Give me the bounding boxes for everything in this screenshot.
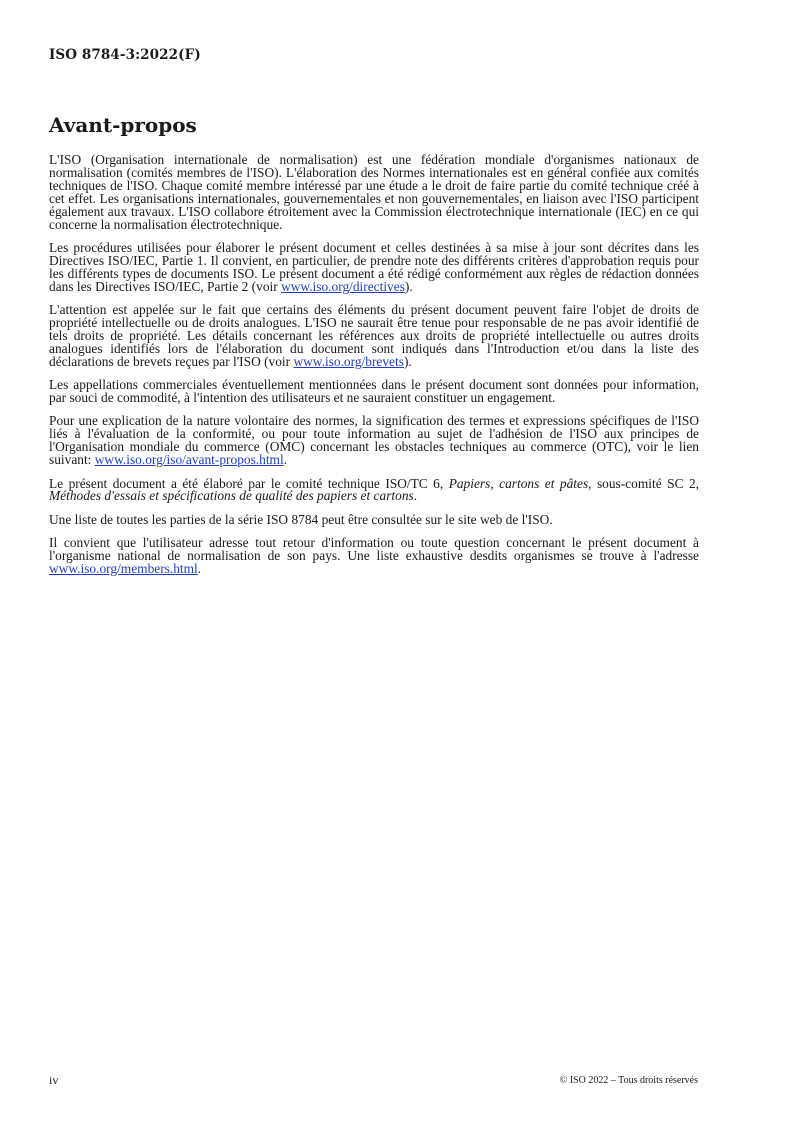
paragraph-end: . — [283, 452, 288, 468]
paragraph-voluntary-nature — [49, 415, 699, 467]
paragraph-end: ). — [404, 278, 413, 294]
paragraph-text: L'attention est appelée sur le fait que certains des éléments du présent document peuvent faire l'objet de droits de propriété intellectuelle ou de droits analogues. L'ISO ne saurait être tenue pour responsable de ne pas avoir identifié de tels droits de propriété. Les détails concernant les références aux droits de propriété intellectuelle ou autres droits analogues identifiés lors de l'élaboration du document sont indiqués dans l'Introduction et/ou dans la liste des déclarations de brevets reçues par l'ISO (voir — [49, 302, 699, 369]
link-members[interactable]: www.iso.org/members.html — [49, 561, 198, 577]
link-avant-propos[interactable]: www.iso.org/iso/avant-propos.html — [94, 452, 284, 468]
page-title: Avant-propos — [49, 113, 197, 137]
paragraph-committee — [49, 475, 699, 504]
paragraph-trade-names: Les appellations commerciales éventuellement mentionnées dans le présent document sont données pour information, par souci de commodité, à l'intention des utilisateurs et ne sauraient constituer un engagement. — [49, 377, 699, 405]
paragraph-iso-organisation: L'ISO (Organisation internationale de normalisation) est une fédération mondiale d'organismes nationaux de normalisation (comités membres de l'ISO). L'élaboration des Normes internationales est en général confiée aux comités techniques de l'ISO. Chaque comité membre intéressé par une étude a le droit de faire partie du comité technique créé à cet effet. Les organisations internationales, gouvernementales et non gouvernementales, en liaison avec l'ISO participent également aux travaux. L'ISO collabore étroitement avec la Commission électrotechnique internationale (IEC) en ce qui concerne la normalisation électrotechnique. — [49, 152, 699, 232]
paragraph-feedback — [49, 537, 699, 576]
subcommittee-title: Méthodes d'essais et spécifications de qualité des papiers et cartons — [49, 488, 414, 504]
page-number: iv — [49, 1073, 59, 1087]
committee-title: Papiers, cartons et pâtes — [448, 475, 589, 491]
paragraph-text: Les procédures utilisées pour élaborer le présent document et celles destinées à sa mise à jour sont décrites dans les Directives ISO/IEC, Partie 1. Il convient, en particulier, de prendre note des différents critères d'approbation requis pour les différents types de documents ISO. Le présent document a été rédigé conformément aux règles de rédaction données dans les Directives ISO/IEC, Partie 2 (voir — [49, 239, 699, 294]
link-directives[interactable]: www.iso.org/directives — [281, 278, 405, 294]
foreword-body — [49, 154, 699, 586]
paragraph-procedures — [49, 239, 699, 294]
paragraph-patents — [49, 304, 699, 369]
paragraph-text: , sous-comité SC 2, — [588, 475, 699, 491]
link-brevets[interactable]: www.iso.org/brevets — [293, 353, 404, 369]
paragraph-end: . — [413, 488, 418, 504]
paragraph-text: Pour une explication de la nature volontaire des normes, la signification des termes et expressions spécifiques de l'ISO liés à l'évaluation de la conformité, ou pour toute information au sujet de l'adhésion de l'ISO aux principes de l'Organisation mondiale du commerce (OMC) concernant les obstacles techniques au commerce (OTC), voir le lien suivant: — [49, 413, 699, 468]
paragraph-end: ). — [403, 353, 412, 369]
paragraph-text: Il convient que l'utilisateur adresse tout retour d'information ou toute question concernant le présent document à l'organisme national de normalisation de son pays. Une liste exhaustive desdits organismes se trouve à l'adresse — [49, 535, 699, 564]
copyright-notice: © ISO 2022 – Tous droits réservés — [559, 1075, 698, 1086]
document-identifier: ISO 8784-3:2022(F) — [49, 47, 201, 63]
paragraph-end: . — [197, 561, 202, 577]
paragraph-series-list: Une liste de toutes les parties de la série ISO 8784 peut être consultée sur le site web de l'ISO. — [49, 511, 553, 527]
paragraph-text: Le présent document a été élaboré par le comité technique ISO/TC 6, — [49, 475, 449, 491]
